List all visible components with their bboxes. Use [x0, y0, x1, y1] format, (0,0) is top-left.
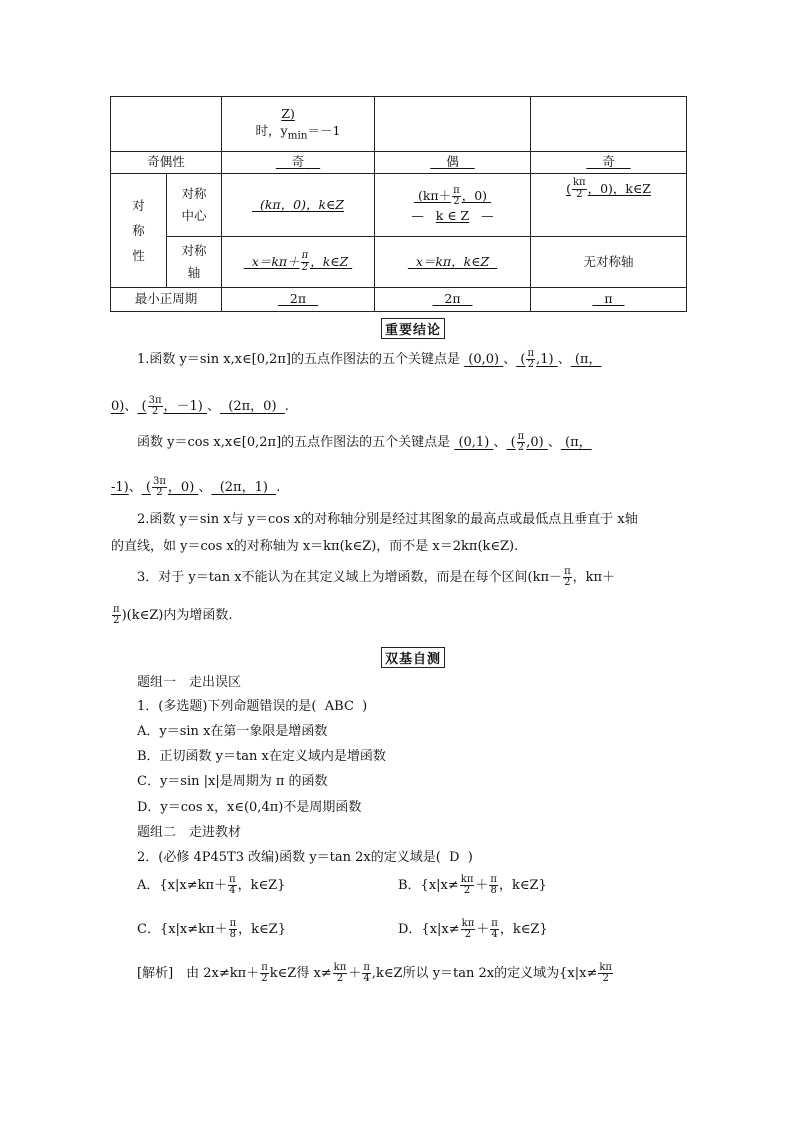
section-heading: 重要结论	[381, 318, 445, 339]
cell-text: 对	[132, 198, 145, 213]
fraction: $\frac{k\pi}{2}$	[333, 961, 347, 984]
fraction: $\frac{k\pi}{2}$	[460, 873, 474, 896]
table-row	[111, 288, 687, 312]
table-cell	[222, 237, 375, 288]
group-title: 题组二 走进教材	[137, 825, 242, 840]
cell-text: (	[566, 180, 571, 196]
fraction: $\frac{3\pi}{2}$	[148, 394, 162, 417]
fraction: $\frac{k\pi}{2}$	[461, 917, 475, 940]
fraction: $\frac{\pi}{2}$	[527, 347, 535, 370]
cell-text: 偶	[446, 154, 459, 170]
option-D: D．{x|x≠ $\frac{k\pi}{2}$ ＋ $\frac{\pi}{4}$ ，k∈Z}	[398, 917, 548, 940]
fraction: $\frac{\pi}{2}$	[301, 250, 309, 273]
table-row	[111, 174, 687, 237]
row-group-header	[111, 174, 167, 288]
table-cell	[375, 288, 531, 312]
cell-text: (kπ，0)，k∈Z	[259, 196, 344, 212]
table-cell	[222, 97, 375, 152]
paragraph-line: $\frac{\pi}{2}$ )(k∈Z)内为增函数.	[113, 603, 233, 626]
cell-text: 轴	[187, 265, 201, 280]
group-title: 题组一 走出误区	[137, 675, 242, 690]
cell-text: 对称	[181, 185, 207, 201]
table-cell	[531, 97, 687, 152]
fraction: $\frac{\pi}{8}$	[229, 917, 237, 940]
cell-text: 性	[132, 248, 145, 263]
paragraph-line: 0)、 ( $\frac{3\pi}{2}$ ，－1) 、 (2π，0) .	[111, 394, 289, 417]
row-header: 最小正周期	[111, 288, 222, 312]
row-header	[167, 237, 222, 288]
fraction: $\frac{\pi}{4}$	[363, 961, 370, 984]
question-stem: 2．(必修 4P45T3 改编)函数 y＝tan 2x的定义域是( D )	[137, 850, 473, 865]
fraction: $\frac{k\pi}{2}$	[599, 961, 612, 984]
fraction: $\frac{\pi}{2}$	[564, 565, 571, 588]
cell-text: x＝kπ，k∈Z	[415, 253, 490, 269]
cell-text: (kπ＋	[417, 188, 452, 204]
fraction: $\frac{3\pi}{2}$	[152, 475, 166, 498]
option-C: C．y＝sin |x|是周期为 π 的函数	[137, 774, 328, 789]
paragraph-line: 3．对于 y＝tan x不能认为在其定义域上为增函数，而是在每个区间(kπ－ $\frac{\pi}{2}$ ，kπ＋	[137, 565, 616, 588]
option-D: D．y＝cos x，x∈(0,4π)不是周期函数	[137, 800, 362, 815]
answer: D	[449, 850, 460, 865]
cell-text: ＝－1	[307, 122, 341, 138]
paragraph-line: -1)、 ( $\frac{3\pi}{2}$ ，0) 、 (2π，1) .	[111, 475, 281, 498]
cell-text: 对称	[181, 242, 207, 258]
cell-subscript: min	[287, 129, 308, 142]
table-row	[111, 152, 687, 174]
cell-text: 奇	[602, 154, 615, 170]
table-row	[111, 97, 687, 152]
cell-text: x＝kπ＋	[251, 253, 300, 269]
paragraph-line: 函数 y＝cos x,x∈[0,2π]的五点作图法的五个关键点是 (0,1) 、 ( $\frac{\pi}{2}$ ,0) 、 (π，	[137, 430, 592, 453]
table-cell: 无对称轴	[531, 237, 687, 288]
fraction: $\frac{\pi}{2}$	[113, 603, 120, 626]
cell-text: π	[604, 291, 613, 307]
table-cell	[222, 288, 375, 312]
table-cell	[222, 152, 375, 174]
cell-text: 奇	[291, 154, 305, 170]
fraction: $\frac{\pi}{2}$	[261, 961, 268, 984]
option-B: B．{x|x≠ $\frac{k\pi}{2}$ ＋ $\frac{\pi}{8}$ ，k∈Z}	[398, 873, 547, 896]
option-C: C．{x|x≠kπ＋ $\frac{\pi}{8}$ ，k∈Z}	[137, 917, 286, 940]
fraction: $\frac{\pi}{4}$	[229, 873, 236, 896]
cell-text: ，k∈Z	[310, 253, 349, 269]
table-cell	[375, 152, 531, 174]
table-cell	[375, 97, 531, 152]
table-cell	[222, 174, 375, 237]
table-cell	[375, 237, 531, 288]
paragraph-line: 1.函数 y＝sin x,x∈[0,2π]的五点作图法的五个关键点是 (0,0) 、 ( $\frac{\pi}{2}$ ,1) 、 (π，	[137, 347, 602, 370]
table-cell	[531, 288, 687, 312]
table-cell	[531, 174, 687, 237]
cell-text: ，0)，k∈Z	[587, 180, 651, 196]
fraction: $\frac{k\pi}{2}$	[572, 177, 586, 200]
cell-text: 2π	[289, 291, 307, 307]
option-A: A．y＝sin x在第一象限是增函数	[137, 724, 328, 739]
fraction: $\frac{\pi}{2}$	[453, 184, 460, 208]
section-heading: 双基自测	[381, 647, 445, 668]
table-cell	[111, 97, 222, 152]
row-header: 奇偶性	[111, 152, 222, 174]
cell-text: Z)	[281, 105, 295, 121]
trig-properties-table	[110, 96, 687, 312]
fraction: $\frac{\pi}{2}$	[517, 430, 525, 453]
cell-text: 2π	[444, 291, 461, 307]
cell-text: 时，y	[255, 122, 288, 138]
paragraph-line: 2.函数 y＝sin x与 y＝cos x的对称轴分别是经过其图象的最高点或最低点且垂直于 x轴	[137, 512, 638, 527]
cell-text: 称	[132, 223, 145, 238]
option-B: B．正切函数 y＝tan x在定义域内是增函数	[137, 749, 386, 764]
question-stem: 1．(多选题)下列命题错误的是( ABC )	[137, 699, 368, 714]
cell-text: k ∈ Z	[435, 207, 470, 223]
table-row	[111, 237, 687, 288]
table-cell: (kπ＋ $\frac{\pi}{2}$ ，0) — k ∈ Z —	[375, 174, 531, 237]
fraction: $\frac{\pi}{8}$	[490, 873, 497, 896]
fraction: $\frac{\pi}{4}$	[491, 917, 498, 940]
cell-text: 中心	[181, 208, 207, 223]
table-cell	[531, 152, 687, 174]
paragraph-line: 的直线，如 y＝cos x的对称轴为 x＝kπ(k∈Z)，而不是 x＝2kπ(k∈Z).	[111, 539, 519, 554]
row-header	[167, 174, 222, 237]
cell-text: ，0)	[461, 188, 488, 204]
solution-text: [解析] 由 2x≠kπ＋ $\frac{\pi}{2}$ k∈Z得 x≠ $\frac{k\pi}{2}$ ＋ $\frac{\pi}{4}$ ,k∈Z所以 y＝tan 2x的定义域为{x|x≠ $\frac{k\pi}{2}$	[137, 961, 612, 984]
answer: ABC	[324, 699, 354, 714]
option-A: A．{x|x≠kπ＋ $\frac{\pi}{4}$ ，k∈Z}	[137, 873, 286, 896]
